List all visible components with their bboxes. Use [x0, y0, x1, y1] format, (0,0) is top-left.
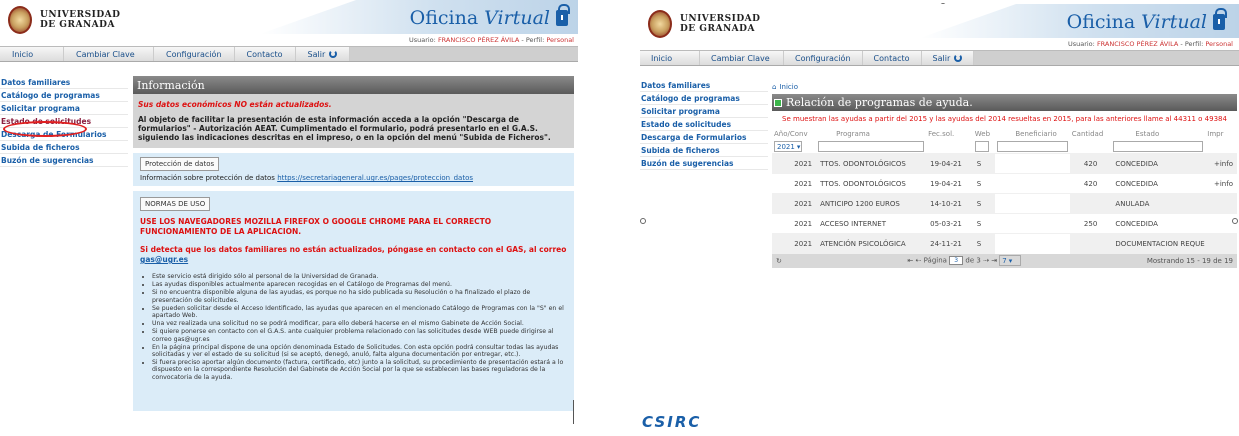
main-content: [772, 79, 1237, 268]
power-icon: [329, 50, 337, 58]
nav-contacto[interactable]: Contacto: [235, 47, 296, 61]
sidebar-item-solicitar[interactable]: Solicitar programa: [0, 102, 128, 115]
col-program[interactable]: Programa: [836, 130, 870, 138]
rules-list: [140, 273, 567, 381]
col-beneficiary[interactable]: Beneficiario: [1015, 130, 1057, 138]
user-name: FRANCISCO PÉREZ ÁVILA: [437, 36, 520, 44]
list-item: • Se pueden solicitar desde el Acceso Identificado, las ayudas que aparecen en el mencionado Catálogo de Programas con la "S" en el apartado Web.: [152, 305, 567, 319]
web-filter[interactable]: [975, 141, 989, 152]
home-icon: ⌂: [772, 82, 777, 91]
university-line2: DE GRANADA: [40, 20, 115, 30]
sidebar-item-solicitar[interactable]: Solicitar programa: [640, 105, 768, 118]
beneficiary-filter[interactable]: [997, 141, 1067, 152]
program-filter[interactable]: [818, 141, 924, 152]
list-item: • Las ayudas disponibles actualmente aparecen recogidas en el Catálogo de Programas del menú.: [152, 281, 567, 288]
sidebar-item-subida[interactable]: Subida de ficheros: [0, 141, 128, 154]
header: [640, 4, 1239, 50]
sidebar: [640, 79, 768, 170]
col-status[interactable]: Estado: [1135, 130, 1160, 138]
section-icon: [774, 99, 782, 107]
economic-warning: Sus datos económicos NO están actualizados.: [138, 100, 332, 109]
sidebar-item-subida[interactable]: Subida de ficheros: [640, 144, 768, 157]
chevron-down-icon: ▾: [1008, 256, 1013, 265]
university-logo: [8, 6, 120, 34]
user-line: Usuario: FRANCISCO PÉREZ ÁVILA - Perfil: Personal: [408, 36, 574, 44]
nav-salir[interactable]: Salir: [296, 47, 351, 61]
list-item: • En la página principal dispone de una opción denominada Estado de Solicitudes. Con esta opción podrá consultar todas las ayudas solicitadas y ver el estado de su solicitud (si se aceptó, denegó, anuló, falta alguna documentación por entregar, etc.).: [152, 344, 567, 358]
rules-box: [133, 191, 574, 411]
list-item: • Una vez realizada una solicitud no se podrá modificar, para ello deberá hacerse en el mismo Gabinete de Acción Social.: [152, 320, 567, 327]
university-line2: DE GRANADA: [680, 24, 755, 34]
table-row[interactable]: 2021 TTOS. ODONTOLÓGICOS 19-04-21 S 420 CONCEDIDA +info: [772, 154, 1237, 174]
app-title: [410, 7, 568, 29]
nav-configuracion[interactable]: Configuración: [784, 51, 863, 65]
filter-row: [772, 140, 1237, 154]
info-link[interactable]: +info: [1205, 174, 1237, 194]
lock-icon: [556, 10, 568, 26]
highlight-circle: [3, 121, 87, 137]
profile-value: Personal: [546, 36, 574, 44]
university-line1: UNIVERSIDAD: [680, 14, 761, 24]
col-amount[interactable]: Cantidad: [1071, 130, 1104, 138]
university-line1: UNIVERSIDAD: [40, 10, 121, 20]
privacy-button[interactable]: Protección de datos: [140, 157, 219, 171]
col-year[interactable]: Año/Conv: [774, 130, 808, 138]
nav-cambiar-clave[interactable]: Cambiar Clave: [700, 51, 784, 65]
prev-page-icon[interactable]: ⇠: [915, 256, 922, 265]
sidebar-item-datos-familiares[interactable]: Datos familiares: [640, 79, 768, 92]
family-email[interactable]: gas@ugr.es: [140, 255, 189, 264]
year-select[interactable]: 2021 ▾: [774, 141, 802, 152]
page-input[interactable]: 3: [949, 256, 963, 265]
privacy-link[interactable]: https://secretariageneral.ugr.es/pages/proteccion_datos: [277, 174, 473, 182]
app-title: Oficina Virtual: [1067, 11, 1225, 33]
main-content: [133, 76, 574, 411]
power-icon: [954, 54, 962, 62]
family-notice: Si detecta que los datos familiares no están actualizados, póngase en contacto con el GAS, al correo: [140, 245, 567, 254]
top-nav: [640, 50, 1239, 66]
app-title-italic: Virtual: [484, 7, 550, 29]
last-page-icon[interactable]: ⇥: [991, 256, 998, 265]
privacy-box: [133, 153, 574, 186]
col-web[interactable]: Web: [974, 130, 991, 138]
next-page-icon[interactable]: ⇢: [983, 256, 989, 265]
table-row[interactable]: 2021 TTOS. ODONTOLÓGICOS 19-04-21 S 420 CONCEDIDA +info: [772, 174, 1237, 194]
sidebar-item-descarga[interactable]: Descarga de Formularios: [640, 131, 768, 144]
sidebar-item-descarga[interactable]: Descarga de Formularios: [0, 128, 128, 141]
table-row[interactable]: 2021 ANTICIPO 1200 EUROS 14-10-21 S ANULADA: [772, 194, 1237, 214]
sidebar-item-catalogo[interactable]: Catálogo de programas: [0, 89, 128, 102]
seal-icon: [648, 10, 672, 38]
col-date[interactable]: Fec.sol.: [928, 130, 955, 138]
years-notice: Se muestran las ayudas a partir del 2015 y las ayudas del 2014 resueltas en 2015, para las anteriores llame al 44311 o 49384: [782, 115, 1227, 123]
header: [0, 0, 578, 46]
rules-button[interactable]: NORMAS DE USO: [140, 197, 210, 211]
list-item: • Este servicio está dirigido sólo al personal de la Universidad de Granada.: [152, 273, 567, 280]
first-page-icon[interactable]: ⇤: [907, 256, 914, 265]
app-title-plain: Oficina: [409, 7, 479, 29]
breadcrumb: [772, 79, 1237, 94]
nav-cambiar-clave[interactable]: Cambiar Clave: [64, 47, 154, 61]
user-line: Usuario: FRANCISCO PÉREZ ÁVILA - Perfil: Personal: [1067, 40, 1233, 48]
refresh-icon[interactable]: ↻: [776, 256, 782, 265]
list-item: • Si quiere ponerse en contacto con el G.A.S. ante cualquier problema relacionado con las solicitudes desde WEB puede dirigirse al correo gas@ugr.es: [152, 328, 567, 342]
info-link[interactable]: +info: [1205, 154, 1237, 174]
showing-count: Mostrando 15 - 19 de 19: [1146, 256, 1233, 265]
economic-warning-box: [133, 94, 574, 148]
sidebar-item-buzon[interactable]: Buzón de sugerencias: [640, 157, 768, 170]
list-item: • Si no encuentra disponible alguna de las ayudas, es porque no ha sido publicada su Resolución o ha finalizado el plazo de presentación de solicitudes.: [152, 289, 567, 303]
table-header: [772, 128, 1237, 140]
list-item: • Si fuera preciso aportar algún documento (factura, certificado, etc) junto a la solicitud, su procedimiento de presentación estará a lo dispuesto en la correspondiente Resolución del Gabinete de Acción Social por la que se establecen las bases reguladoras de la convocatoria de la ayuda.: [152, 359, 567, 381]
university-logo: [648, 10, 760, 38]
lock-icon: [1213, 14, 1225, 30]
csirc-logo: CSIRC: [642, 413, 702, 431]
section-title: Información: [133, 76, 574, 94]
col-print[interactable]: Impr: [1207, 130, 1224, 138]
section-title: Relación de programas de ayuda.: [772, 94, 1237, 111]
breadcrumb-inicio[interactable]: Inicio: [779, 82, 798, 91]
sidebar-item-datos-familiares[interactable]: Datos familiares: [0, 76, 128, 89]
nav-inicio[interactable]: Inicio: [640, 51, 700, 65]
privacy-text: Información sobre protección de datos: [140, 174, 275, 182]
nav-salir[interactable]: Salir: [922, 51, 975, 65]
chevron-down-icon: ▾: [796, 142, 801, 151]
table-row[interactable]: 2021 ATENCIÓN PSICOLÓGICA 24-11-21 S DOCUMENTACION REQUE: [772, 234, 1237, 254]
left-screenshot: [0, 0, 578, 436]
table-row[interactable]: 2021 ACCESO INTERNET 05-03-21 S 250 CONCEDIDA: [772, 214, 1237, 234]
status-filter[interactable]: [1113, 141, 1203, 152]
info-text: Al objeto de facilitar la presentación de esta información acceda a la opción "Descarga de formularios" - Autorización AEAT. Cumplimentado el formulario, podrá presentarlo en el G.A.S. siguiendo las indicaciones descritas en el impreso, o en la opción del menú "Subida de Ficheros".: [138, 115, 551, 142]
programs-table: [772, 128, 1237, 254]
sidebar-item-estado[interactable]: Estado de solicitudes: [0, 115, 128, 128]
sidebar-item-buzon[interactable]: Buzón de sugerencias: [0, 154, 128, 167]
top-nav: [0, 46, 578, 62]
browser-notice: USE LOS NAVEGADORES MOZILLA FIREFOX O GOOGLE CHROME PARA EL CORRECTO FUNCIONAMIENTO DE LA APLICACION.: [140, 217, 492, 236]
nav-configuracion[interactable]: Configuración: [154, 47, 235, 61]
profile-value: Personal: [1205, 40, 1233, 48]
seal-icon: [8, 6, 32, 34]
page-size-select[interactable]: 7 ▾: [999, 255, 1021, 266]
sidebar-item-estado[interactable]: Estado de solicitudes: [640, 118, 768, 131]
user-name: FRANCISCO PÉREZ ÁVILA: [1096, 40, 1179, 48]
nav-contacto[interactable]: Contacto: [863, 51, 922, 65]
sidebar-item-catalogo[interactable]: Catálogo de programas: [640, 92, 768, 105]
nav-inicio[interactable]: Inicio: [0, 47, 64, 61]
right-screenshot: [640, 0, 1239, 436]
pager: ↻ ⇤ ⇠ Página 3 de 3 ⇢ ⇥ 7 ▾ Mostrando 15 - 19 de 19: [772, 254, 1237, 268]
